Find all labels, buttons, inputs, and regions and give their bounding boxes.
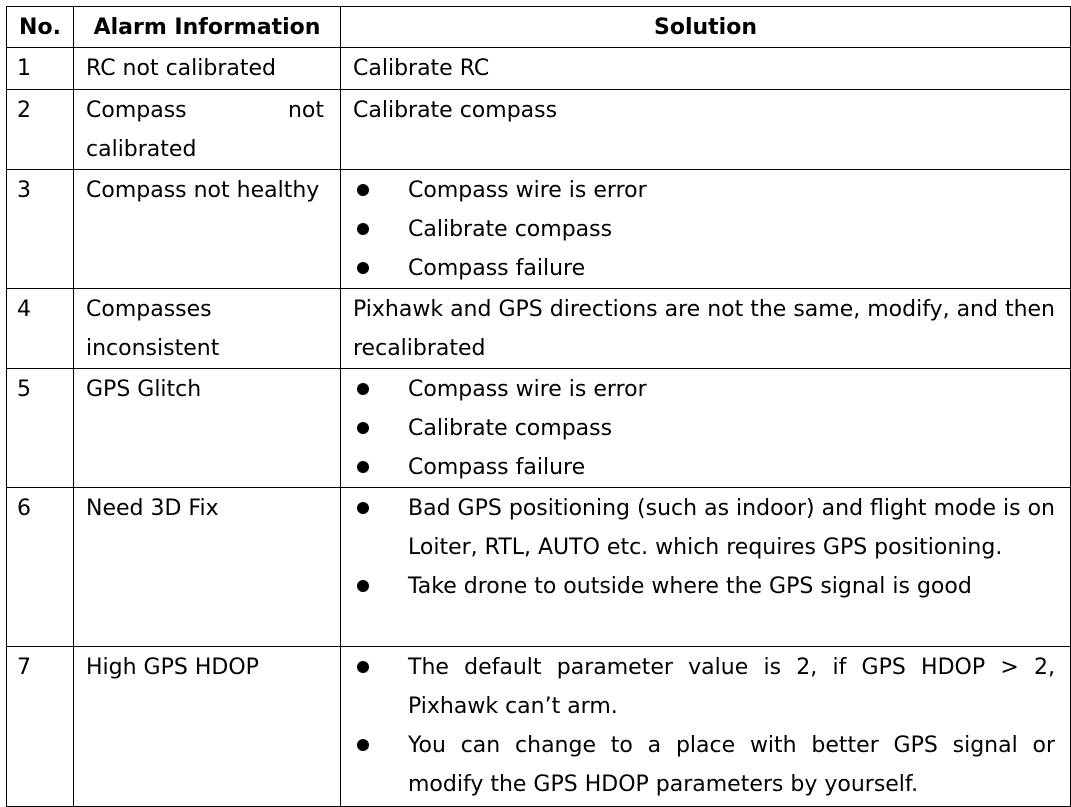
alarm-information (74, 90, 341, 170)
row-number: 3 (7, 170, 74, 289)
bullet-text: Compass wire is error (408, 178, 647, 203)
table-row (7, 647, 1071, 807)
bullet-icon (357, 461, 369, 473)
solution-bullet-list (353, 648, 1055, 804)
table-row (7, 170, 1071, 289)
row-number: 5 (7, 369, 74, 488)
row-number: 6 (7, 488, 74, 647)
alarm-information: RC not calibrated (74, 48, 341, 90)
bullet-icon (357, 661, 369, 673)
table-row (7, 488, 1071, 647)
bullet-icon (357, 184, 369, 196)
table-row (7, 289, 1071, 369)
solution-bullet (353, 409, 1055, 448)
solution-bullet-list (353, 489, 1055, 606)
row-number: 7 (7, 647, 74, 807)
solution-bullet (353, 489, 1055, 567)
bullet-text: Calibrate compass (408, 416, 613, 441)
row-number: 1 (7, 48, 74, 90)
solution-bullet (353, 448, 1055, 487)
solution (341, 488, 1071, 647)
bullet-icon (357, 580, 369, 592)
alarm-information: GPS Glitch (74, 369, 341, 488)
bullet-icon (357, 739, 369, 751)
alarm-text-part: not (287, 98, 324, 123)
bullet-icon (357, 223, 369, 235)
solution-bullet-list (353, 370, 1055, 487)
solution: Calibrate compass (341, 90, 1071, 170)
bullet-icon (357, 383, 369, 395)
solution-bullet (353, 370, 1055, 409)
bullet-text: Take drone to outside where the GPS signal is good (408, 574, 972, 599)
bullet-text: Bad GPS positioning (such as indoor) and flight mode is on Loiter, RTL, AUTO etc. which requires GPS positioning. (408, 496, 1055, 560)
alarm-information: High GPS HDOP (74, 647, 341, 807)
solution (341, 647, 1071, 807)
solution-bullet (353, 210, 1055, 249)
bullet-text: Compass wire is error (408, 377, 647, 402)
bullet-icon (357, 422, 369, 434)
solution (341, 170, 1071, 289)
table-row (7, 369, 1071, 488)
solution-bullet (353, 249, 1055, 288)
row-number: 2 (7, 90, 74, 170)
header-no: No. (7, 7, 74, 48)
solution-bullet (353, 726, 1055, 804)
table-row (7, 90, 1071, 170)
bullet-text: You can change to a place with better GPS signal or modify the GPS HDOP parameters by yourself. (408, 733, 1055, 797)
row-number: 4 (7, 289, 74, 369)
bullet-icon (357, 262, 369, 274)
bullet-text: Compass failure (408, 256, 586, 281)
alarm-table (6, 6, 1071, 807)
bullet-text: Compass failure (408, 455, 586, 480)
table-row (7, 48, 1071, 90)
bullet-icon (357, 502, 369, 514)
header-row (7, 7, 1071, 48)
alarm-information: Need 3D Fix (74, 488, 341, 647)
solution-bullet (353, 567, 1055, 606)
alarm-text-part: Compass (86, 98, 187, 123)
bullet-text: The default parameter value is 2, if GPS HDOP > 2, Pixhawk can’t arm. (408, 655, 1055, 719)
alarm-information: Compass not healthy (74, 170, 341, 289)
alarm-information: Compasses inconsistent (74, 289, 341, 369)
bullet-text: Calibrate compass (408, 217, 613, 242)
solution (341, 369, 1071, 488)
solution-bullet-list (353, 171, 1055, 288)
solution-bullet (353, 171, 1055, 210)
solution: Calibrate RC (341, 48, 1071, 90)
solution: Pixhawk and GPS directions are not the same, modify, and then recalibrated (341, 289, 1071, 369)
header-alarm-information: Alarm Information (74, 7, 341, 48)
solution-bullet (353, 648, 1055, 726)
alarm-text-part: calibrated (86, 137, 197, 162)
header-solution: Solution (341, 7, 1071, 48)
